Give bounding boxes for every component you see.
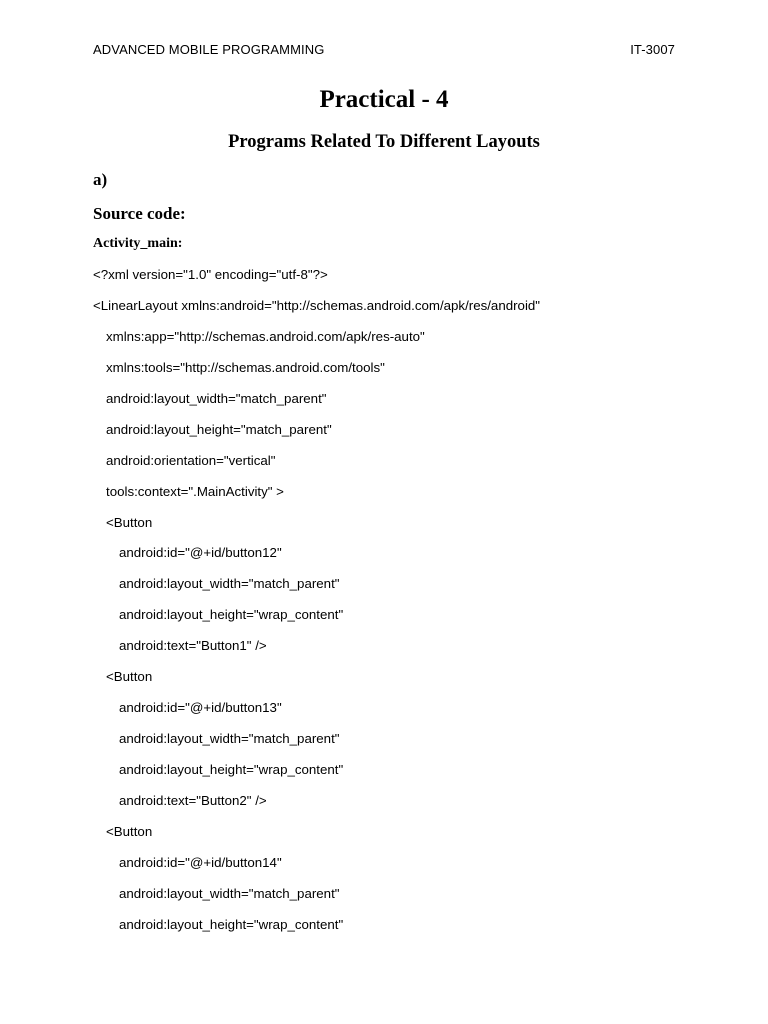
code-line: android:layout_height="wrap_content" [119, 607, 344, 623]
part-label: a) [93, 170, 108, 189]
code-line: android:text="Button1" /> [119, 638, 267, 654]
code-line: android:text="Button2" /> [119, 792, 267, 808]
header-course-code: IT-3007 [630, 42, 675, 57]
code-line: xmlns:tools="http://schemas.android.com/tools" [106, 359, 385, 375]
code-listing [93, 265, 693, 946]
page-title: Practical - 4 [319, 86, 449, 113]
code-line: android:layout_width="match_parent" [106, 390, 327, 406]
header-course-name: ADVANCED MOBILE PROGRAMMING [93, 42, 325, 57]
code-line: xmlns:app="http://schemas.android.com/apk/res-auto" [106, 328, 425, 344]
code-line: android:layout_width="match_parent" [119, 731, 340, 747]
code-line: <Button [106, 669, 153, 685]
code-line: <Button [106, 514, 153, 530]
source-code-heading: Source code: [93, 204, 186, 223]
code-line: android:layout_width="match_parent" [119, 576, 340, 592]
code-line: android:id="@+id/button13" [119, 700, 282, 716]
code-line: <Button [106, 823, 153, 839]
code-line: <?xml version="1.0" encoding="utf-8"?> [93, 267, 328, 282]
code-line: tools:context=".MainActivity" > [106, 483, 284, 499]
code-line: android:layout_width="match_parent" [119, 885, 340, 901]
code-line: <LinearLayout xmlns:android="http://schemas.android.com/apk/res/android" [93, 297, 541, 313]
file-label: Activity_main: [93, 236, 183, 251]
code-line: android:id="@+id/button12" [119, 545, 282, 561]
code-line: android:layout_height="wrap_content" [119, 916, 344, 932]
page-subtitle: Programs Related To Different Layouts [228, 132, 540, 152]
code-line: android:layout_height="wrap_content" [119, 762, 344, 777]
code-line: android:layout_height="match_parent" [106, 421, 332, 437]
code-line: android:id="@+id/button14" [119, 854, 282, 870]
code-line: android:orientation="vertical" [106, 452, 276, 468]
